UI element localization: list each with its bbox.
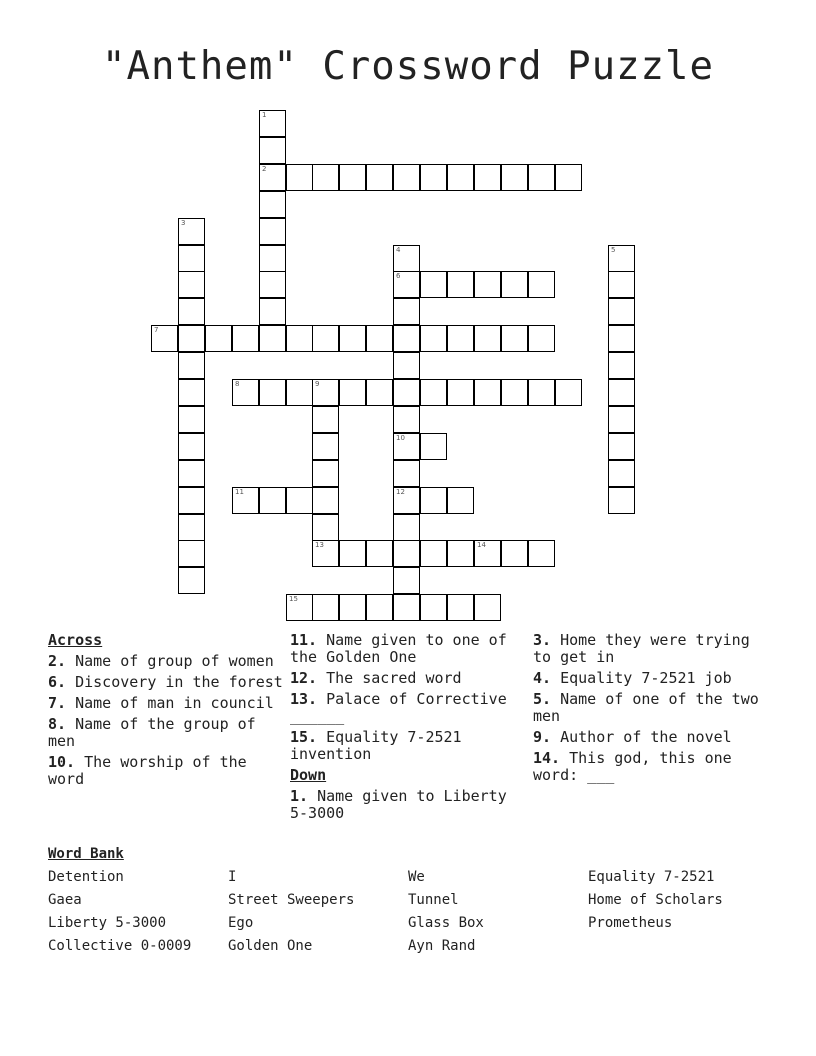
grid-cell[interactable]	[393, 245, 420, 272]
grid-cell[interactable]	[178, 325, 205, 352]
grid-cell[interactable]	[555, 379, 582, 406]
grid-cell[interactable]	[501, 271, 528, 298]
cell-number: 11	[235, 488, 244, 496]
across-clue	[48, 695, 284, 712]
grid-cell[interactable]	[339, 379, 366, 406]
grid-cell[interactable]	[393, 460, 420, 487]
word-bank-item: Equality 7-2521	[588, 869, 715, 885]
grid-cell[interactable]	[393, 406, 420, 433]
across-heading: Across	[48, 631, 103, 649]
clue-number: 3.	[533, 631, 552, 649]
grid-cell[interactable]	[259, 325, 286, 352]
word-bank-title: Word Bank	[48, 846, 124, 862]
grid-cell[interactable]	[286, 487, 313, 514]
grid-cell[interactable]	[259, 245, 286, 272]
grid-cell[interactable]	[447, 379, 474, 406]
word-bank-item: Golden One	[228, 938, 313, 954]
grid-cell[interactable]	[312, 487, 339, 514]
grid-cell[interactable]	[555, 164, 582, 191]
down-heading: Down	[290, 766, 327, 784]
grid-cell[interactable]	[393, 271, 420, 298]
clue-number: 9.	[533, 728, 552, 746]
clue-text: Equality 7-2521 invention	[290, 728, 462, 763]
cell-number: 2	[262, 165, 267, 173]
grid-cell[interactable]	[339, 164, 366, 191]
clue-text: Name given to Liberty 5-3000	[290, 787, 507, 822]
across-clue	[290, 632, 526, 666]
grid-cell[interactable]	[312, 406, 339, 433]
cell-number: 9	[315, 380, 320, 388]
grid-cell[interactable]	[366, 540, 393, 567]
clue-text: Name of the group of men	[48, 715, 256, 750]
grid-cell[interactable]	[366, 164, 393, 191]
grid-cell[interactable]	[501, 164, 528, 191]
grid-cell[interactable]	[178, 433, 205, 460]
clue-number: 15.	[290, 728, 318, 746]
down-clue	[533, 750, 773, 784]
grid-cell[interactable]	[312, 594, 339, 621]
clue-number: 11.	[290, 631, 318, 649]
word-bank-item: Prometheus	[588, 915, 673, 931]
grid-cell[interactable]	[608, 487, 635, 514]
cell-number: 13	[315, 541, 324, 549]
clues-column-2	[290, 632, 526, 826]
grid-cell[interactable]	[232, 325, 259, 352]
grid-cell[interactable]	[259, 164, 286, 191]
grid-cell[interactable]	[420, 433, 447, 460]
cell-number: 3	[181, 219, 186, 227]
grid-cell[interactable]	[420, 379, 447, 406]
clue-text: This god, this one word: ___	[533, 749, 732, 784]
grid-cell[interactable]	[393, 325, 420, 352]
cell-number: 12	[396, 488, 405, 496]
grid-cell[interactable]	[420, 325, 447, 352]
grid-cell[interactable]	[608, 352, 635, 379]
grid-cell[interactable]	[447, 540, 474, 567]
grid-cell[interactable]	[608, 271, 635, 298]
grid-cell[interactable]	[286, 325, 313, 352]
grid-cell[interactable]	[259, 298, 286, 325]
clue-number: 8.	[48, 715, 67, 733]
grid-cell[interactable]	[447, 487, 474, 514]
grid-cell[interactable]	[312, 325, 339, 352]
grid-cell[interactable]	[608, 460, 635, 487]
cell-number: 14	[477, 541, 486, 549]
grid-cell[interactable]	[420, 487, 447, 514]
grid-cell[interactable]	[178, 567, 205, 594]
clue-number: 5.	[533, 690, 552, 708]
grid-cell[interactable]	[178, 460, 205, 487]
grid-cell[interactable]	[178, 540, 205, 567]
grid-cell[interactable]	[259, 379, 286, 406]
grid-cell[interactable]	[393, 433, 420, 460]
grid-cell[interactable]	[286, 379, 313, 406]
grid-cell[interactable]	[608, 298, 635, 325]
grid-cell[interactable]	[528, 271, 555, 298]
grid-cell[interactable]	[447, 271, 474, 298]
word-bank-item: Gaea	[48, 892, 82, 908]
clue-number: 12.	[290, 669, 318, 687]
word-bank-item: Home of Scholars	[588, 892, 723, 908]
grid-cell[interactable]	[608, 245, 635, 272]
grid-cell[interactable]	[393, 352, 420, 379]
word-bank-item: Collective 0-0009	[48, 938, 192, 954]
clue-number: 14.	[533, 749, 561, 767]
grid-cell[interactable]	[205, 325, 232, 352]
grid-cell[interactable]	[420, 164, 447, 191]
down-clue	[533, 632, 773, 666]
cell-number: 4	[396, 246, 401, 254]
clue-text: The sacred word	[326, 669, 462, 687]
clues-column-3	[533, 632, 773, 788]
grid-cell[interactable]	[447, 594, 474, 621]
cell-number: 6	[396, 272, 401, 280]
cell-number: 1	[262, 111, 267, 119]
clue-text: Author of the novel	[560, 728, 732, 746]
grid-cell[interactable]	[501, 379, 528, 406]
grid-cell[interactable]	[259, 191, 286, 218]
across-clue	[48, 754, 284, 788]
grid-cell[interactable]	[474, 379, 501, 406]
grid-cell[interactable]	[312, 460, 339, 487]
clue-number: 7.	[48, 694, 67, 712]
clue-text: Name of man in council	[75, 694, 274, 712]
clue-number: 6.	[48, 673, 67, 691]
cell-number: 8	[235, 380, 240, 388]
grid-cell[interactable]	[339, 594, 366, 621]
grid-cell[interactable]	[420, 594, 447, 621]
down-clue	[533, 729, 773, 746]
word-bank-item: I	[228, 869, 237, 885]
word-bank	[48, 846, 778, 955]
word-bank-item: Liberty 5-3000	[48, 915, 167, 931]
grid-cell[interactable]	[528, 164, 555, 191]
word-bank-item: Ayn Rand	[408, 938, 476, 954]
grid-cell[interactable]	[312, 379, 339, 406]
grid-cell[interactable]	[608, 406, 635, 433]
cell-number: 5	[611, 246, 616, 254]
grid-cell[interactable]	[178, 379, 205, 406]
grid-cell[interactable]	[178, 514, 205, 541]
grid-cell[interactable]	[232, 379, 259, 406]
grid-cell[interactable]	[393, 164, 420, 191]
clue-text: Home they were trying to get in	[533, 631, 750, 666]
down-clue	[533, 691, 773, 725]
word-bank-item: Street Sweepers	[228, 892, 355, 908]
grid-cell[interactable]	[528, 325, 555, 352]
clue-text: The worship of the word	[48, 753, 247, 788]
across-clue	[48, 716, 284, 750]
grid-cell[interactable]	[339, 540, 366, 567]
grid-cell[interactable]	[528, 540, 555, 567]
grid-cell[interactable]	[393, 298, 420, 325]
across-clue	[48, 653, 284, 670]
grid-cell[interactable]	[151, 325, 178, 352]
across-clue	[290, 729, 526, 763]
word-bank-list	[48, 868, 778, 955]
across-clue	[290, 670, 526, 687]
grid-cell[interactable]	[393, 379, 420, 406]
clue-text: Name of group of women	[75, 652, 274, 670]
grid-cell[interactable]	[178, 245, 205, 272]
grid-cell[interactable]	[259, 137, 286, 164]
grid-cell[interactable]	[178, 271, 205, 298]
grid-cell[interactable]	[312, 540, 339, 567]
grid-cell[interactable]	[393, 540, 420, 567]
grid-cell[interactable]	[393, 594, 420, 621]
grid-cell[interactable]	[393, 514, 420, 541]
grid-cell[interactable]	[178, 406, 205, 433]
cell-number: 10	[396, 434, 405, 442]
clue-number: 10.	[48, 753, 76, 771]
clue-text: Name of one of the two men	[533, 690, 759, 725]
grid-cell[interactable]	[259, 218, 286, 245]
grid-cell[interactable]	[366, 594, 393, 621]
grid-cell[interactable]	[178, 298, 205, 325]
grid-cell[interactable]	[178, 218, 205, 245]
across-clue	[48, 674, 284, 691]
grid-cell[interactable]	[286, 164, 313, 191]
clue-text: Name given to one of the Golden One	[290, 631, 507, 666]
cell-number: 7	[154, 326, 159, 334]
grid-cell[interactable]	[447, 164, 474, 191]
grid-cell[interactable]	[474, 540, 501, 567]
clue-number: 2.	[48, 652, 67, 670]
grid-cell[interactable]	[474, 164, 501, 191]
grid-cell[interactable]	[312, 164, 339, 191]
word-bank-item: Ego	[228, 915, 254, 931]
grid-cell[interactable]	[501, 540, 528, 567]
clue-text: Palace of Corrective ______	[290, 690, 507, 725]
grid-cell[interactable]	[420, 540, 447, 567]
grid-cell[interactable]	[608, 325, 635, 352]
grid-cell[interactable]	[447, 325, 474, 352]
grid-cell[interactable]	[178, 352, 205, 379]
grid-cell[interactable]	[312, 514, 339, 541]
across-clue	[290, 691, 526, 725]
grid-cell[interactable]	[528, 379, 555, 406]
word-bank-item: Tunnel	[408, 892, 459, 908]
cell-number: 15	[289, 595, 298, 603]
word-bank-item: Detention	[48, 869, 124, 885]
grid-cell[interactable]	[232, 487, 259, 514]
grid-cell[interactable]	[339, 325, 366, 352]
grid-cell[interactable]	[501, 325, 528, 352]
grid-cell[interactable]	[286, 594, 313, 621]
grid-cell[interactable]	[474, 325, 501, 352]
down-clue	[290, 788, 526, 822]
grid-cell[interactable]	[366, 379, 393, 406]
grid-cell[interactable]	[393, 487, 420, 514]
clue-text: Discovery in the forest	[75, 673, 283, 691]
grid-cell[interactable]	[178, 487, 205, 514]
puzzle-title: "Anthem" Crossword Puzzle	[102, 44, 714, 89]
grid-cell[interactable]	[420, 271, 447, 298]
clue-number: 13.	[290, 690, 318, 708]
word-bank-item: We	[408, 869, 425, 885]
grid-cell[interactable]	[393, 567, 420, 594]
grid-cell[interactable]	[259, 487, 286, 514]
grid-cell[interactable]	[474, 271, 501, 298]
clue-number: 4.	[533, 669, 552, 687]
grid-cell[interactable]	[474, 594, 501, 621]
grid-cell[interactable]	[608, 433, 635, 460]
grid-cell[interactable]	[366, 325, 393, 352]
word-bank-item: Glass Box	[408, 915, 484, 931]
grid-cell[interactable]	[608, 379, 635, 406]
grid-cell[interactable]	[312, 433, 339, 460]
clue-text: Equality 7-2521 job	[560, 669, 732, 687]
clues-column-1	[48, 632, 284, 792]
grid-cell[interactable]	[259, 110, 286, 137]
clue-number: 1.	[290, 787, 309, 805]
grid-cell[interactable]	[259, 271, 286, 298]
down-clue	[533, 670, 773, 687]
